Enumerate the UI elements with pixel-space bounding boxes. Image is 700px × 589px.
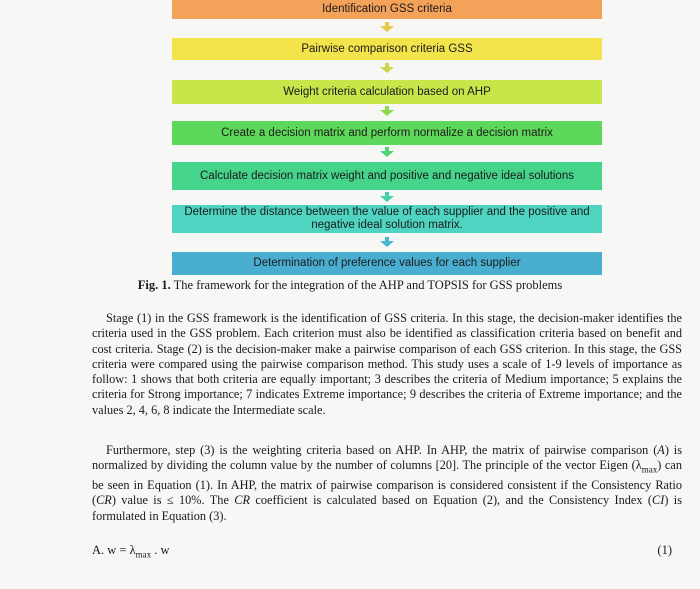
step-box-3	[172, 80, 602, 104]
caption-label: Fig. 1.	[137, 278, 171, 292]
step-box-4	[172, 121, 602, 145]
body-paragraph-1	[92, 311, 682, 418]
flow-arrow-icon	[380, 237, 394, 246]
equation-lambda: λ	[129, 543, 136, 557]
equation-1	[92, 543, 672, 560]
flow-arrow-icon	[380, 22, 394, 31]
step-label: Determine the distance between the value of each supplier and the positive and negative ideal solution matrix.	[184, 206, 590, 231]
paragraph-text: Stage (1) in the GSS framework is the identification of GSS criteria. In this stage, the decision-maker identifies the criteria used in the GSS problem. Each criterion must also be identified as classification criteria based on benefit and cost criteria. Stage (2) is the decision-maker make a pairwise comparison of each GSS criterion. In this stage, the GSS criteria were compared using the pairwise comparison method. This study uses a scale of 1-9 levels of importance as follow: 1 shows that both criteria are equally important; 3 describes the criteria of Medium importance; 5 explains the criteria for Strong importance; 7 indicates Extreme importance; 9 describes the criteria of Extreme importance; and the values 2, 4, 6, 8 indicate the Intermediate scale.	[92, 311, 682, 417]
flow-arrow-icon	[380, 106, 394, 115]
paragraph-text: Furthermore, step (3) is the weighting criteria based on AHP. In AHP, the matrix of pairwise comparison (A) is normalized by dividing the column value by the number of columns [20]. The principle of the vector Eigen $(\lambda_{max})$ can be seen in Equation (1). In AHP, the matrix of pairwise comparison is considered consistent if the Consistency Ratio (CR) value is ≤ 10%. The CR coefficient is calculated based on Equation (2), and the Consistency Index (CI) is formulated in Equation (3).	[92, 443, 682, 523]
step-label: Pairwise comparison criteria GSS	[301, 42, 473, 55]
step-box-2	[172, 38, 602, 60]
equation-rhs: . w	[151, 543, 170, 557]
step-box-7	[172, 252, 602, 275]
equation-number: (1)	[657, 543, 672, 557]
step-label: Identification GSS criteria	[322, 3, 452, 15]
flow-arrow-icon	[380, 147, 394, 156]
step-box-1	[172, 0, 602, 19]
figure-caption	[0, 278, 700, 293]
step-label: Create a decision matrix and perform normalize a decision matrix	[221, 126, 553, 139]
step-label: Weight criteria calculation based on AHP	[283, 85, 491, 98]
equation-lhs: A. w =	[92, 543, 130, 557]
step-box-5	[172, 162, 602, 190]
step-box-6	[172, 205, 602, 233]
flow-arrow-icon	[380, 192, 394, 201]
flow-arrow-icon	[380, 63, 394, 72]
body-paragraph-2	[92, 443, 682, 524]
equation-subscript: max	[135, 549, 152, 560]
framework-figure	[0, 0, 700, 280]
caption-text: The framework for the integration of the AHP and TOPSIS for GSS problems	[170, 278, 563, 292]
step-label: Determination of preference values for each supplier	[253, 257, 521, 269]
step-label: Calculate decision matrix weight and positive and negative ideal solutions	[200, 169, 574, 182]
